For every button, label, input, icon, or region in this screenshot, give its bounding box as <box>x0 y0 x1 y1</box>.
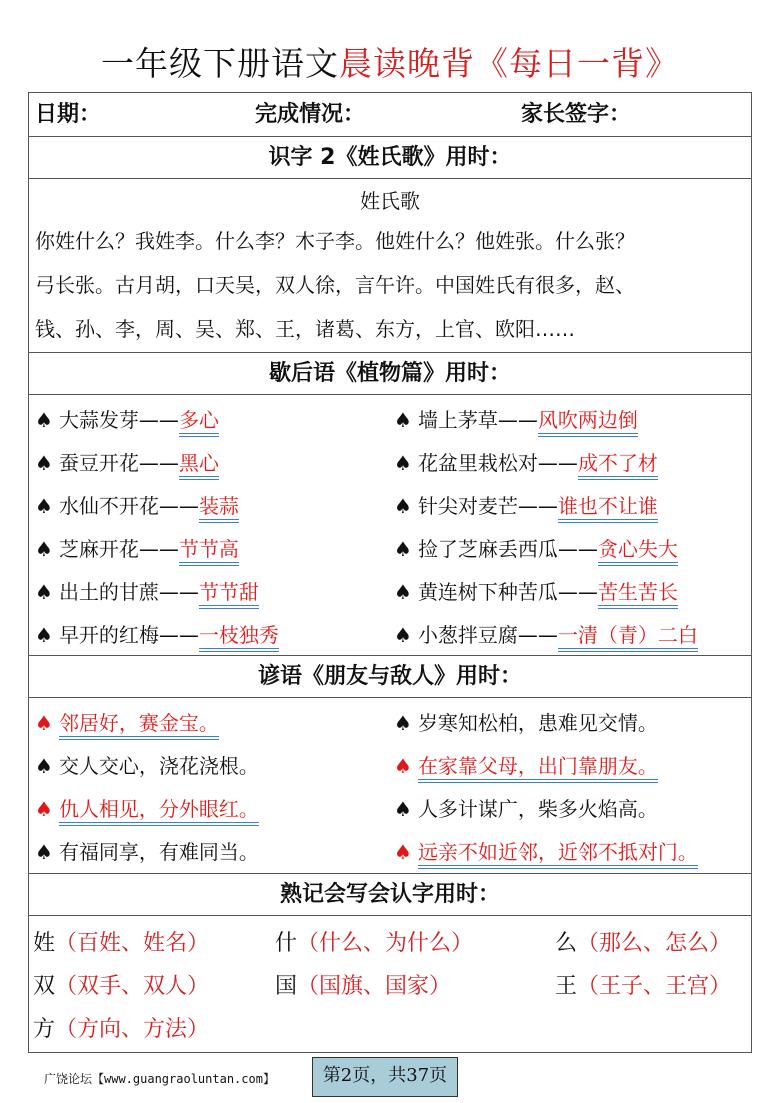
xiehouyu-question: 小葱拌豆腐—— <box>417 623 558 647</box>
xiehouyu-question: 捡了芝麻丢西瓜—— <box>417 537 598 561</box>
xiehouyu-answer: 节节高 <box>179 537 239 566</box>
xiehouyu-question: 墙上茅草—— <box>417 408 538 432</box>
character-row <box>29 1008 751 1051</box>
proverb-text: 远亲不如近邻，近邻不抵对门。 <box>418 840 698 869</box>
xiehouyu-answer: 黑心 <box>179 451 219 480</box>
character-item <box>33 965 209 1008</box>
spade-icon: ♠ <box>394 408 412 432</box>
character-row <box>29 965 751 1008</box>
proverb-item <box>390 831 751 874</box>
spade-icon: ♠ <box>394 494 412 518</box>
xiehouyu-item <box>29 399 390 442</box>
xiehouyu-item <box>390 399 751 442</box>
spade-icon: ♠ <box>35 494 53 518</box>
character-words: （国旗、国家） <box>297 974 452 999</box>
proverb-item <box>390 702 751 745</box>
spade-icon: ♠ <box>394 797 412 821</box>
xiehouyu-item <box>29 442 390 485</box>
spade-icon: ♠ <box>394 580 412 604</box>
proverb-text: 岁寒知松柏，患难见交情。 <box>417 711 658 735</box>
character: 什 <box>275 931 298 956</box>
xiehouyu-item <box>390 442 751 485</box>
page-title <box>0 42 780 86</box>
xiehouyu-item <box>29 485 390 528</box>
proverb-item <box>29 788 390 831</box>
spade-icon: ♠ <box>394 537 412 561</box>
xiehouyu-item <box>390 614 751 657</box>
character-words: （那么、怎么） <box>577 931 732 956</box>
proverb-item <box>390 788 751 831</box>
xiehouyu-answer: 装蒜 <box>199 494 239 523</box>
section2-header: 歇后语《植物篇》用时： <box>29 353 751 395</box>
character: 国 <box>275 974 298 999</box>
spade-icon: ♠ <box>35 711 53 735</box>
character-words: （方向、方法） <box>55 1017 210 1042</box>
character-item <box>33 922 209 965</box>
poem-title: 姓氏歌 <box>360 189 420 213</box>
signature-label: 家长签字： <box>521 102 632 127</box>
proverb-text: 交人交心，浇花浇根。 <box>58 754 259 778</box>
spade-icon: ♠ <box>35 451 53 475</box>
xiehouyu-answer: 谁也不让谁 <box>558 494 658 523</box>
xiehouyu-question: 花盆里栽松对—— <box>417 451 578 475</box>
character-item <box>555 965 731 1008</box>
xiehouyu-answer: 风吹两边倒 <box>538 408 638 437</box>
xiehouyu-question: 针尖对麦芒—— <box>417 494 558 518</box>
xiehouyu-answer: 多心 <box>179 408 219 437</box>
source-text: 广饶论坛【www.guangraoluntan.com】 <box>44 1072 275 1086</box>
spade-icon: ♠ <box>394 754 412 778</box>
xiehouyu-item <box>390 528 751 571</box>
xiehouyu-item <box>390 485 751 528</box>
xiehouyu-item <box>390 571 751 614</box>
proverb-text: 邻居好，赛金宝。 <box>59 711 219 740</box>
xiehouyu-answer: 成不了材 <box>578 451 658 480</box>
spade-icon: ♠ <box>394 711 412 735</box>
section4-header: 熟记会写会认字用时： <box>29 874 751 916</box>
character-item <box>275 922 473 965</box>
spade-icon: ♠ <box>394 451 412 475</box>
xiehouyu-grid <box>29 395 751 657</box>
spade-icon: ♠ <box>35 580 53 604</box>
spade-icon: ♠ <box>35 537 53 561</box>
xiehouyu-question: 出土的甘蔗—— <box>58 580 199 604</box>
section1-header: 识字 2《姓氏歌》用时： <box>29 137 751 179</box>
character-item <box>275 965 451 1008</box>
proverb-item <box>29 745 390 788</box>
xiehouyu-question: 芝麻开花—— <box>58 537 179 561</box>
xiehouyu-question: 水仙不开花—— <box>58 494 199 518</box>
info-row <box>29 93 751 137</box>
date-label: 日期： <box>35 102 102 127</box>
section3-header: 谚语《朋友与敌人》用时： <box>29 656 751 698</box>
xiehouyu-item <box>29 528 390 571</box>
poem-block <box>29 179 751 353</box>
character-words: （什么、为什么） <box>297 931 474 956</box>
poem-line: 钱、孙、李，周、吴、郑、王，诸葛、东方，上官、欧阳…… <box>35 317 575 341</box>
proverb-text: 人多计谋广，柴多火焰高。 <box>417 797 658 821</box>
xiehouyu-question: 黄连树下种苦瓜—— <box>417 580 598 604</box>
proverb-text: 有福同享，有难同当。 <box>58 840 259 864</box>
spade-icon: ♠ <box>35 840 53 864</box>
proverb-grid <box>29 698 751 874</box>
xiehouyu-question: 大蒜发芽—— <box>58 408 179 432</box>
spade-icon: ♠ <box>35 754 53 778</box>
poem-line: 弓长张。古月胡，口天吴，双人徐，言午许。中国姓氏有很多，赵、 <box>35 273 635 297</box>
title-black: 一年级下册语文 <box>101 44 339 83</box>
character-words: （双手、双人） <box>55 974 210 999</box>
xiehouyu-item <box>29 571 390 614</box>
xiehouyu-block <box>29 395 751 656</box>
xiehouyu-answer: 苦生苦长 <box>598 580 678 609</box>
xiehouyu-question: 蚕豆开花—— <box>58 451 179 475</box>
proverb-item <box>390 745 751 788</box>
character-words: （百姓、姓名） <box>55 931 210 956</box>
worksheet-table <box>28 92 752 1053</box>
proverb-text: 仇人相见，分外眼红。 <box>59 797 259 826</box>
proverb-text: 在家靠父母，出门靠朋友。 <box>418 754 658 783</box>
spade-icon: ♠ <box>394 623 412 647</box>
character: 方 <box>33 1017 56 1042</box>
xiehouyu-answer: 一枝独秀 <box>199 623 279 652</box>
xiehouyu-item <box>29 614 390 657</box>
character-row <box>29 922 751 965</box>
xiehouyu-answer: 节节甜 <box>199 580 259 609</box>
proverb-item <box>29 831 390 874</box>
character: 王 <box>555 974 578 999</box>
character: 姓 <box>33 931 56 956</box>
spade-icon: ♠ <box>394 840 412 864</box>
xiehouyu-answer: 贪心失大 <box>598 537 678 566</box>
xiehouyu-answer: 一清（青）二白 <box>558 623 698 652</box>
poem-line: 你姓什么？我姓李。什么李？木子李。他姓什么？他姓张。什么张？ <box>35 229 635 253</box>
xiehouyu-question: 早开的红梅—— <box>58 623 199 647</box>
page-indicator: 第2页，共37页 <box>312 1057 458 1097</box>
proverb-block <box>29 698 751 874</box>
spade-icon: ♠ <box>35 408 53 432</box>
proverb-item <box>29 702 390 745</box>
character: 么 <box>555 931 578 956</box>
character-item <box>33 1008 209 1051</box>
title-red: 晨读晚背《每日一背》 <box>339 44 679 83</box>
character: 双 <box>33 974 56 999</box>
status-label: 完成情况： <box>255 102 366 127</box>
character-item <box>555 922 731 965</box>
spade-icon: ♠ <box>35 797 53 821</box>
spade-icon: ♠ <box>35 623 53 647</box>
character-words: （王子、王宫） <box>577 974 732 999</box>
